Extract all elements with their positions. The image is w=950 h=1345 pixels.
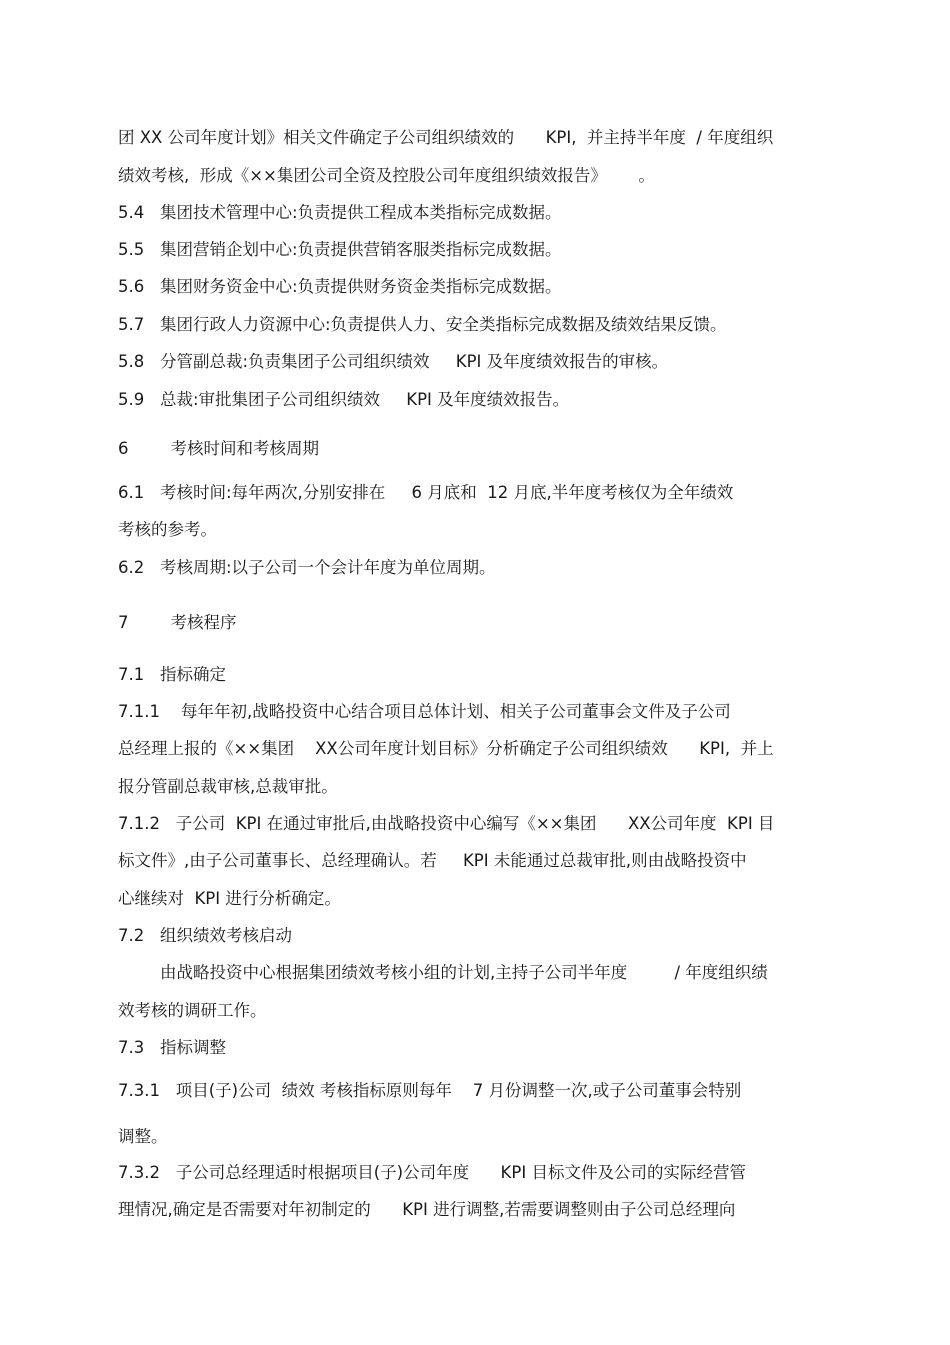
text-line: 报分管副总裁审核,总裁审批。	[118, 777, 338, 796]
text-line: 绩效考核, 形成《××集团公司全资及控股公司年度组织绩效报告》 。	[118, 166, 655, 185]
clause-7-1-1: 7.1.1 每年年初,战略投资中心结合项目总体计划、相关子公司董事会文件及子公司	[118, 702, 731, 721]
clause-5-9: 5.9 总裁:审批集团子公司组织绩效 KPI 及年度绩效报告。	[118, 390, 570, 409]
section-heading-6: 6 考核时间和考核周期	[118, 439, 319, 458]
clause-5-6: 5.6 集团财务资金中心:负责提供财务资金类指标完成数据。	[118, 277, 562, 296]
clause-7-3-2: 7.3.2 子公司总经理适时根据项目(子)公司年度 KPI 目标文件及公司的实际经营管	[118, 1163, 746, 1182]
text-line: 心继续对 KPI 进行分析确定。	[118, 889, 341, 908]
text-line-indented: 由战略投资中心根据集团绩效考核小组的计划,主持子公司半年度 / 年度组织绩	[160, 963, 768, 982]
text-line: 考核的参考。	[118, 520, 217, 539]
text-line: 标文件》,由子公司董事长、总经理确认。若 KPI 未能通过总裁审批,则由战略投资中	[118, 851, 747, 870]
clause-7-3: 7.3 指标调整	[118, 1038, 226, 1057]
clause-6-2: 6.2 考核周期:以子公司一个会计年度为单位周期。	[118, 558, 496, 577]
text-line: 效考核的调研工作。	[118, 1001, 267, 1020]
clause-5-8: 5.8 分管副总裁:负责集团子公司组织绩效 KPI 及年度绩效报告的审核。	[118, 352, 669, 371]
clause-5-7: 5.7 集团行政人力资源中心:负责提供人力、安全类指标完成数据及绩效结果反馈。	[118, 315, 727, 334]
text-line: 总经理上报的《××集团 XX公司年度计划目标》分析确定子公司组织绩效 KPI, 并上	[118, 739, 774, 758]
clause-5-5: 5.5 集团营销企划中心:负责提供营销客服类指标完成数据。	[118, 240, 562, 259]
text-line: 团 XX 公司年度计划》相关文件确定子公司组织绩效的 KPI, 并主持半年度 / 年度组织	[118, 128, 774, 147]
text-line: 理情况,确定是否需要对年初制定的 KPI 进行调整,若需要调整则由子公司总经理向	[118, 1200, 736, 1219]
clause-7-1: 7.1 指标确定	[118, 665, 226, 684]
clause-6-1: 6.1 考核时间:每年两次,分别安排在 6 月底和 12 月底,半年度考核仅为全年绩效	[118, 483, 734, 502]
clause-7-2: 7.2 组织绩效考核启动	[118, 926, 292, 945]
clause-7-3-1: 7.3.1 项目(子)公司 绩效 考核指标原则每年 7 月份调整一次,或子公司董事会特别	[118, 1081, 742, 1100]
text-line: 调整。	[118, 1127, 168, 1146]
clause-7-1-2: 7.1.2 子公司 KPI 在通过审批后,由战略投资中心编写《××集团 XX公司年度 KPI 目	[118, 814, 775, 833]
section-heading-7: 7 考核程序	[118, 613, 237, 632]
clause-5-4: 5.4 集团技术管理中心:负责提供工程成本类指标完成数据。	[118, 203, 562, 222]
